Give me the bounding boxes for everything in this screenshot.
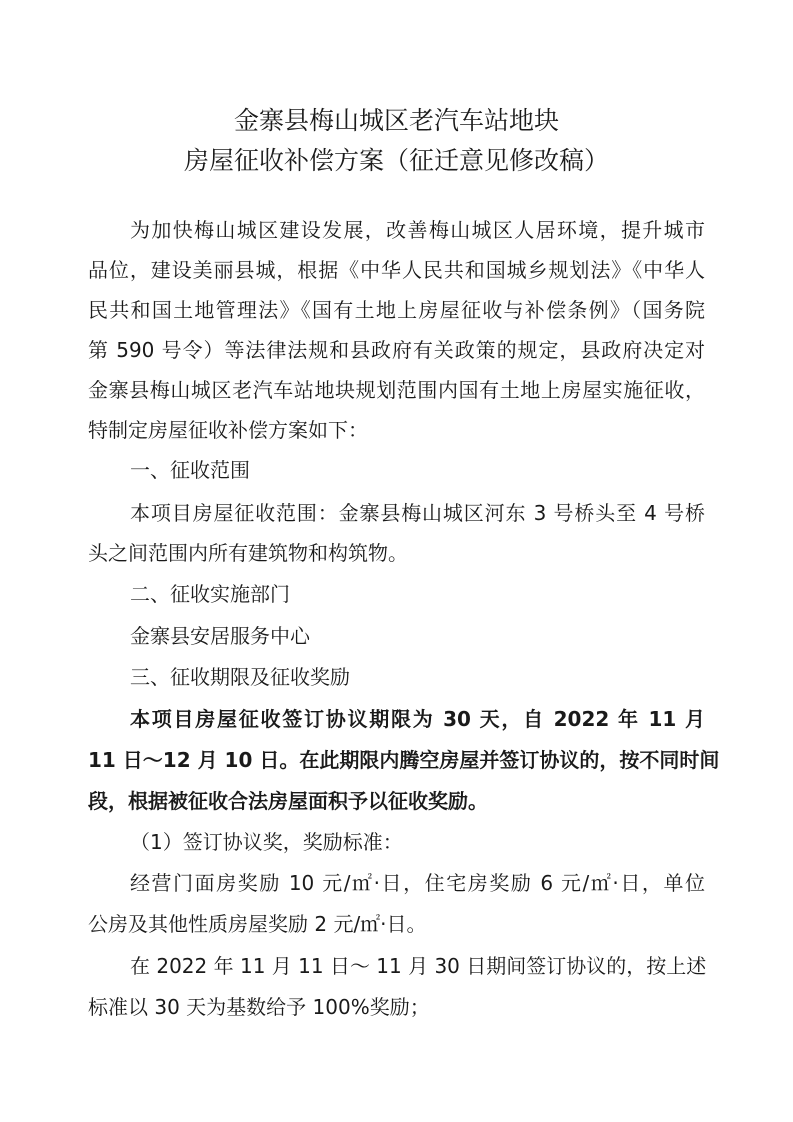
section-1-line-1: 本项目房屋征收范围：金寨县梅山城区河东 3 号桥头至 4 号桥 [130,501,705,525]
intro-line-5: 金寨县梅山城区老汽车站地块规划范围内国有土地上房屋实施征收， [88,378,705,402]
item-1-line-2: 公房及其他性质房屋奖励 2 元/㎡·日。 [88,912,427,936]
section-2-text: 金寨县安居服务中心 [130,624,310,648]
section-1-line-2: 头之间范围内所有建筑物和构筑物。 [88,541,408,565]
document-title-line-1: 金寨县梅山城区老汽车站地块 [233,106,559,135]
section-3-bold-line-3: 段，根据被征收合法房屋面积予以征收奖励。 [88,789,488,813]
section-3-bold-line-1: 本项目房屋征收签订协议期限为 30 天，自 2022 年 11 月 [130,707,705,731]
section-3-heading: 三、征收期限及征收奖励 [130,665,350,689]
intro-line-1: 为加快梅山城区建设发展，改善梅山城区人居环境，提升城市 [130,218,705,242]
section-2-heading: 二、征收实施部门 [130,582,290,606]
item-1-line-1: 经营门面房奖励 10 元/㎡·日，住宅房奖励 6 元/㎡·日，单位 [130,871,705,895]
intro-line-6: 特制定房屋征收补偿方案如下： [88,418,368,442]
document-title-line-2: 房屋征收补偿方案（征迁意见修改稿） [183,146,609,175]
section-1-heading: 一、征收范围 [130,458,250,482]
intro-line-2: 品位，建设美丽县城，根据《中华人民共和国城乡规划法》《中华人 [88,258,705,282]
intro-line-3: 民共和国土地管理法》《国有土地上房屋征收与补偿条例》（国务院 [88,298,705,322]
period-line-2: 标准以 30 天为基数给予 100%奖励； [88,995,430,1019]
period-line-1: 在 2022 年 11 月 11 日～ 11 月 30 日期间签订协议的，按上述 [130,954,707,978]
item-1-heading: （1）签订协议奖，奖励标准： [130,830,403,854]
intro-line-4: 第 590 号令）等法律法规和县政府有关政策的规定，县政府决定对 [88,338,705,362]
section-3-bold-line-2: 11 日～12 月 10 日。在此期限内腾空房屋并签订协议的，按不同时间 [88,748,720,772]
